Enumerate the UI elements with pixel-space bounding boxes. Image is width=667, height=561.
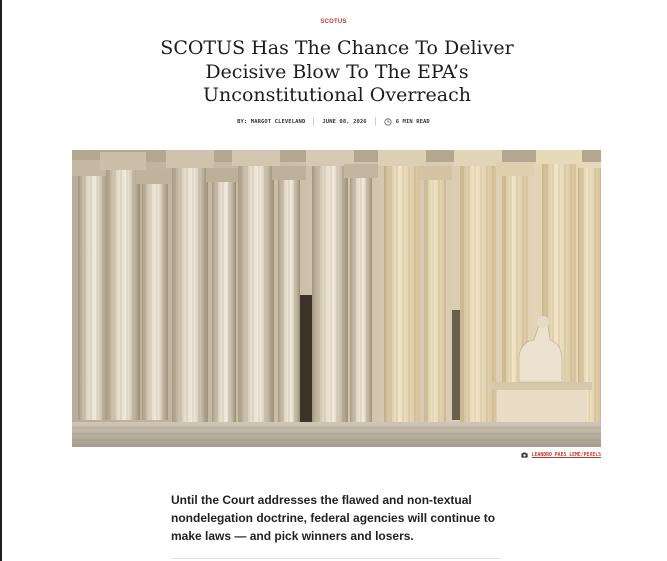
category-tag[interactable]: SCOTUS [320,19,347,25]
author-name[interactable]: BY: MARGOT CLEVELAND [237,118,306,125]
divider [171,558,501,559]
read-time: 6 MIN READ [395,118,430,125]
clock-icon [384,118,392,126]
left-edge-border [0,0,2,561]
photo-credit[interactable] [521,452,601,458]
article-headline: SCOTUS Has The Chance To Deliver Decisive Blow To The EPA’s Unconstitutional Overreach [160,37,514,106]
publish-date: JUNE 08, 2026 [322,118,367,125]
camera-icon [521,452,528,458]
hero-image [72,150,601,447]
byline-divider [313,117,314,126]
byline [0,117,667,126]
photo-credit-text: LEANDRO PAES LEME/PEXELS [531,452,601,458]
article-dek: Until the Court addresses the flawed and non-textual nondelegation doctrine, federal agencies will continue to make laws — and pick winners and losers. [171,493,496,543]
byline-divider [375,117,376,126]
